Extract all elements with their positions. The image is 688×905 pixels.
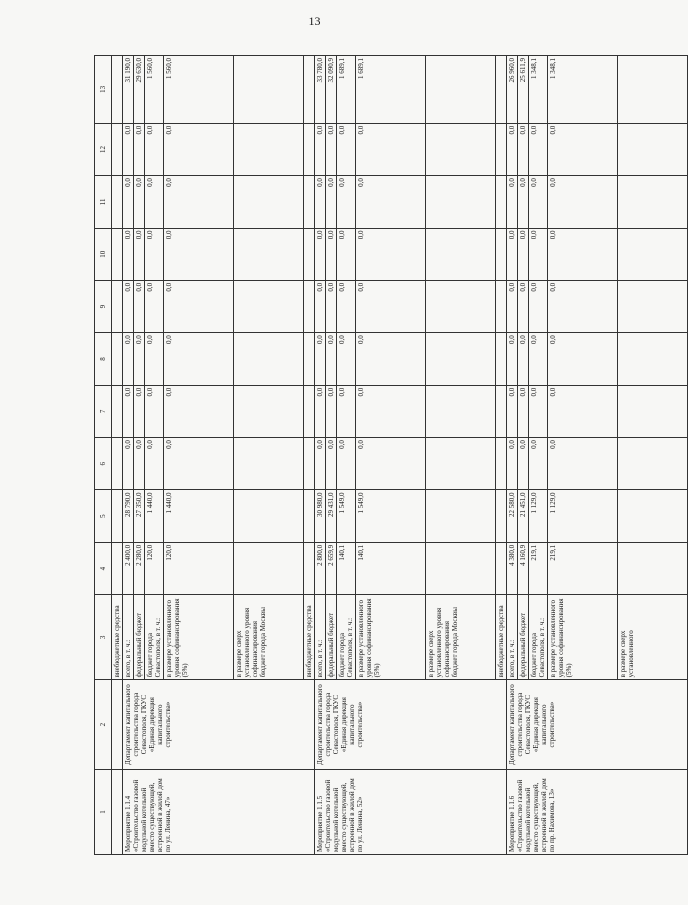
value-cell bbox=[112, 542, 123, 594]
value-cell bbox=[496, 333, 507, 385]
value-cell bbox=[496, 385, 507, 437]
value-cell bbox=[304, 176, 315, 228]
table-row bbox=[123, 56, 134, 855]
value-cell: 0,0 bbox=[529, 280, 548, 332]
value-cell: 0,0 bbox=[356, 438, 426, 490]
value-cell: 0,0 bbox=[134, 176, 145, 228]
value-cell bbox=[234, 490, 304, 542]
value-cell bbox=[426, 438, 496, 490]
value-cell: 0,0 bbox=[529, 123, 548, 175]
value-cell: 0,0 bbox=[337, 438, 356, 490]
source-label: федеральный бюджет bbox=[134, 595, 145, 680]
value-cell bbox=[426, 228, 496, 280]
value-cell: 33 780,0 bbox=[315, 56, 326, 124]
value-cell: 1 440,0 bbox=[164, 490, 234, 542]
value-cell: 0,0 bbox=[326, 176, 337, 228]
value-cell: 21 451,0 bbox=[518, 490, 529, 542]
value-cell: 0,0 bbox=[337, 228, 356, 280]
value-cell: 0,0 bbox=[164, 438, 234, 490]
value-cell: 0,0 bbox=[518, 333, 529, 385]
value-cell bbox=[112, 385, 123, 437]
column-header: 3 bbox=[95, 595, 112, 680]
value-cell bbox=[112, 333, 123, 385]
value-cell: 0,0 bbox=[548, 280, 618, 332]
value-cell bbox=[618, 280, 688, 332]
value-cell: 0,0 bbox=[145, 280, 164, 332]
value-cell: 0,0 bbox=[326, 333, 337, 385]
value-cell: 1 348,1 bbox=[529, 56, 548, 124]
event-cell: Мероприятие 1.1.6 «Строительство газовой модульной котельной вместо существующей, встроенной в жилой дом по пр. Нахимова, 13» bbox=[507, 769, 688, 854]
value-cell: 0,0 bbox=[134, 280, 145, 332]
value-cell bbox=[618, 176, 688, 228]
value-cell bbox=[496, 56, 507, 124]
value-cell: 1 129,0 bbox=[529, 490, 548, 542]
value-cell: 1 560,0 bbox=[145, 56, 164, 124]
value-cell: 1 689,1 bbox=[356, 56, 426, 124]
value-cell: 4 160,9 bbox=[518, 542, 529, 594]
value-cell: 0,0 bbox=[518, 280, 529, 332]
value-cell: 0,0 bbox=[529, 385, 548, 437]
value-cell bbox=[112, 228, 123, 280]
value-cell: 0,0 bbox=[145, 385, 164, 437]
value-cell: 25 611,9 bbox=[518, 56, 529, 124]
value-cell: 0,0 bbox=[518, 123, 529, 175]
value-cell: 1 689,1 bbox=[337, 56, 356, 124]
value-cell: 0,0 bbox=[507, 176, 518, 228]
value-cell: 0,0 bbox=[548, 228, 618, 280]
value-cell bbox=[234, 542, 304, 594]
table-row bbox=[112, 56, 123, 855]
value-cell bbox=[618, 490, 688, 542]
table-row bbox=[315, 56, 326, 855]
value-cell: 2 659,9 bbox=[326, 542, 337, 594]
value-cell: 0,0 bbox=[164, 333, 234, 385]
value-cell bbox=[234, 56, 304, 124]
value-cell: 0,0 bbox=[356, 385, 426, 437]
value-cell: 0,0 bbox=[356, 280, 426, 332]
source-label: в размере сверх установленного bbox=[618, 595, 688, 680]
source-label: бюджет города Севастополя, в т. ч.: bbox=[337, 595, 356, 680]
source-label: в размере установленного уровня софинансирования (5%) bbox=[548, 595, 618, 680]
value-cell bbox=[496, 280, 507, 332]
value-cell bbox=[618, 385, 688, 437]
value-cell: 0,0 bbox=[518, 228, 529, 280]
value-cell: 29 630,0 bbox=[134, 56, 145, 124]
column-header: 11 bbox=[95, 176, 112, 228]
value-cell: 0,0 bbox=[529, 176, 548, 228]
value-cell: 1 440,0 bbox=[145, 490, 164, 542]
value-cell bbox=[304, 280, 315, 332]
source-label: внебюджетные средства bbox=[496, 595, 507, 680]
table-container bbox=[94, 55, 635, 855]
value-cell: 1 348,1 bbox=[548, 56, 618, 124]
value-cell: 140,1 bbox=[337, 542, 356, 594]
column-header: 12 bbox=[95, 123, 112, 175]
value-cell: 0,0 bbox=[145, 228, 164, 280]
value-cell: 0,0 bbox=[507, 333, 518, 385]
value-cell: 0,0 bbox=[134, 438, 145, 490]
value-cell: 0,0 bbox=[123, 385, 134, 437]
value-cell bbox=[234, 123, 304, 175]
value-cell: 219,1 bbox=[529, 542, 548, 594]
value-cell: 0,0 bbox=[529, 438, 548, 490]
value-cell bbox=[234, 176, 304, 228]
value-cell: 0,0 bbox=[356, 176, 426, 228]
value-cell bbox=[426, 333, 496, 385]
value-cell: 0,0 bbox=[123, 123, 134, 175]
value-cell: 0,0 bbox=[134, 123, 145, 175]
value-cell: 1 549,0 bbox=[356, 490, 426, 542]
value-cell bbox=[618, 56, 688, 124]
source-label: внебюджетные средства bbox=[112, 595, 123, 680]
source-label: федеральный бюджет bbox=[518, 595, 529, 680]
value-cell bbox=[426, 123, 496, 175]
value-cell: 1 129,0 bbox=[548, 490, 618, 542]
source-label: бюджет города Севастополя, в т. ч.: bbox=[529, 595, 548, 680]
table-row bbox=[507, 56, 518, 855]
value-cell: 2 400,0 bbox=[123, 542, 134, 594]
value-cell: 22 580,0 bbox=[507, 490, 518, 542]
value-cell bbox=[112, 438, 123, 490]
header-row bbox=[95, 56, 112, 855]
value-cell: 0,0 bbox=[518, 438, 529, 490]
value-cell bbox=[496, 542, 507, 594]
value-cell bbox=[304, 333, 315, 385]
value-cell bbox=[304, 228, 315, 280]
value-cell: 2 280,0 bbox=[134, 542, 145, 594]
value-cell: 0,0 bbox=[356, 333, 426, 385]
value-cell bbox=[618, 438, 688, 490]
value-cell: 0,0 bbox=[326, 123, 337, 175]
value-cell: 0,0 bbox=[164, 228, 234, 280]
value-cell bbox=[234, 438, 304, 490]
column-header: 6 bbox=[95, 438, 112, 490]
value-cell: 0,0 bbox=[507, 280, 518, 332]
event-cell: Мероприятие 1.1.4 «Строительство газовой модульной котельной вместо существующей, встроенной в жилой дом по ул. Ленина, 47» bbox=[123, 769, 315, 854]
source-label: внебюджетные средства bbox=[304, 595, 315, 680]
value-cell bbox=[304, 123, 315, 175]
value-cell: 0,0 bbox=[164, 280, 234, 332]
value-cell bbox=[618, 333, 688, 385]
value-cell: 0,0 bbox=[507, 228, 518, 280]
value-cell bbox=[234, 228, 304, 280]
value-cell: 0,0 bbox=[145, 176, 164, 228]
source-label: всего, в т. ч.: bbox=[123, 595, 134, 680]
value-cell: 0,0 bbox=[356, 123, 426, 175]
value-cell: 0,0 bbox=[507, 438, 518, 490]
value-cell: 0,0 bbox=[337, 123, 356, 175]
value-cell bbox=[426, 176, 496, 228]
value-cell: 0,0 bbox=[315, 123, 326, 175]
budget-table bbox=[94, 55, 688, 855]
value-cell: 0,0 bbox=[529, 228, 548, 280]
value-cell bbox=[426, 385, 496, 437]
value-cell bbox=[618, 542, 688, 594]
value-cell: 0,0 bbox=[548, 333, 618, 385]
value-cell: 0,0 bbox=[356, 228, 426, 280]
value-cell: 0,0 bbox=[548, 176, 618, 228]
value-cell: 0,0 bbox=[315, 176, 326, 228]
column-header: 2 bbox=[95, 680, 112, 770]
page-number: 13 bbox=[308, 14, 321, 28]
value-cell bbox=[304, 542, 315, 594]
column-header: 13 bbox=[95, 56, 112, 124]
value-cell: 120,0 bbox=[145, 542, 164, 594]
value-cell: 0,0 bbox=[134, 385, 145, 437]
column-header: 5 bbox=[95, 490, 112, 542]
value-cell: 0,0 bbox=[326, 280, 337, 332]
column-header: 8 bbox=[95, 333, 112, 385]
value-cell: 0,0 bbox=[518, 176, 529, 228]
value-cell: 0,0 bbox=[337, 333, 356, 385]
value-cell bbox=[304, 56, 315, 124]
value-cell: 0,0 bbox=[123, 333, 134, 385]
source-label: в размере установленного уровня софинансирования (5%) bbox=[356, 595, 426, 680]
executor-cell: Департамент капитального строительства города Севастополя, ГКУС «Единая дирекция капитального строительства» bbox=[507, 680, 688, 770]
value-cell bbox=[496, 228, 507, 280]
value-cell: 120,0 bbox=[164, 542, 234, 594]
value-cell bbox=[234, 333, 304, 385]
value-cell: 0,0 bbox=[518, 385, 529, 437]
executor-cell bbox=[112, 680, 123, 770]
value-cell bbox=[112, 176, 123, 228]
value-cell: 0,0 bbox=[548, 438, 618, 490]
source-label: федеральный бюджет bbox=[326, 595, 337, 680]
value-cell bbox=[112, 123, 123, 175]
value-cell: 1 560,0 bbox=[164, 56, 234, 124]
value-cell: 1 549,0 bbox=[337, 490, 356, 542]
value-cell: 26 960,0 bbox=[507, 56, 518, 124]
column-header: 4 bbox=[95, 542, 112, 594]
value-cell bbox=[304, 385, 315, 437]
value-cell: 0,0 bbox=[164, 176, 234, 228]
value-cell bbox=[234, 280, 304, 332]
value-cell: 27 350,0 bbox=[134, 490, 145, 542]
value-cell bbox=[112, 490, 123, 542]
event-cell bbox=[112, 769, 123, 854]
value-cell: 140,1 bbox=[356, 542, 426, 594]
source-label: в размере сверх установленного уровня софинансирования бюджет города Москвы bbox=[426, 595, 496, 680]
value-cell bbox=[112, 280, 123, 332]
value-cell bbox=[618, 123, 688, 175]
source-label: в размере установленного уровня софинансирования (5%) bbox=[164, 595, 234, 680]
value-cell: 32 090,9 bbox=[326, 56, 337, 124]
value-cell: 0,0 bbox=[548, 385, 618, 437]
value-cell bbox=[234, 385, 304, 437]
column-header: 9 bbox=[95, 280, 112, 332]
value-cell: 0,0 bbox=[315, 280, 326, 332]
value-cell bbox=[426, 490, 496, 542]
value-cell: 0,0 bbox=[145, 123, 164, 175]
value-cell: 0,0 bbox=[315, 228, 326, 280]
value-cell: 0,0 bbox=[529, 333, 548, 385]
value-cell: 4 380,0 bbox=[507, 542, 518, 594]
value-cell bbox=[496, 176, 507, 228]
value-cell: 0,0 bbox=[123, 228, 134, 280]
value-cell: 0,0 bbox=[326, 228, 337, 280]
executor-cell: Департамент капитального строительства города Севастополя, ГКУС «Единая дирекция капитального строительства» bbox=[315, 680, 507, 770]
value-cell: 0,0 bbox=[507, 123, 518, 175]
value-cell: 0,0 bbox=[123, 438, 134, 490]
event-cell: Мероприятие 1.1.5 «Строительство газовой модульной котельной вместо существующей, встроенной в жилой дом по ул. Ленина, 52» bbox=[315, 769, 507, 854]
source-label: в размере сверх установленного уровня софинансирования бюджет города Москвы bbox=[234, 595, 304, 680]
value-cell: 30 980,0 bbox=[315, 490, 326, 542]
value-cell: 0,0 bbox=[326, 438, 337, 490]
value-cell: 28 790,0 bbox=[123, 490, 134, 542]
value-cell bbox=[426, 56, 496, 124]
value-cell bbox=[426, 280, 496, 332]
value-cell: 0,0 bbox=[337, 176, 356, 228]
source-label: всего, в т. ч.: bbox=[507, 595, 518, 680]
value-cell: 0,0 bbox=[123, 280, 134, 332]
value-cell: 29 431,0 bbox=[326, 490, 337, 542]
executor-cell: Департамент капитального строительства города Севастополя, ГКУС «Единая дирекция капитального строительства» bbox=[123, 680, 315, 770]
value-cell bbox=[618, 228, 688, 280]
value-cell: 0,0 bbox=[337, 280, 356, 332]
value-cell bbox=[304, 490, 315, 542]
value-cell: 0,0 bbox=[164, 123, 234, 175]
value-cell: 0,0 bbox=[326, 385, 337, 437]
value-cell bbox=[304, 438, 315, 490]
value-cell bbox=[496, 123, 507, 175]
value-cell bbox=[112, 56, 123, 124]
value-cell: 0,0 bbox=[145, 333, 164, 385]
value-cell: 0,0 bbox=[164, 385, 234, 437]
value-cell bbox=[496, 490, 507, 542]
value-cell bbox=[426, 542, 496, 594]
column-header: 1 bbox=[95, 769, 112, 854]
value-cell: 0,0 bbox=[315, 333, 326, 385]
source-label: всего, в т. ч.: bbox=[315, 595, 326, 680]
value-cell: 2 800,0 bbox=[315, 542, 326, 594]
value-cell: 0,0 bbox=[134, 333, 145, 385]
value-cell: 219,1 bbox=[548, 542, 618, 594]
value-cell bbox=[496, 438, 507, 490]
value-cell: 0,0 bbox=[134, 228, 145, 280]
value-cell: 0,0 bbox=[507, 385, 518, 437]
value-cell: 0,0 bbox=[315, 438, 326, 490]
column-header: 7 bbox=[95, 385, 112, 437]
value-cell: 31 190,0 bbox=[123, 56, 134, 124]
value-cell: 0,0 bbox=[337, 385, 356, 437]
value-cell: 0,0 bbox=[123, 176, 134, 228]
value-cell: 0,0 bbox=[145, 438, 164, 490]
source-label: бюджет города Севастополя, в т. ч.: bbox=[145, 595, 164, 680]
value-cell: 0,0 bbox=[315, 385, 326, 437]
value-cell: 0,0 bbox=[548, 123, 618, 175]
column-header: 10 bbox=[95, 228, 112, 280]
